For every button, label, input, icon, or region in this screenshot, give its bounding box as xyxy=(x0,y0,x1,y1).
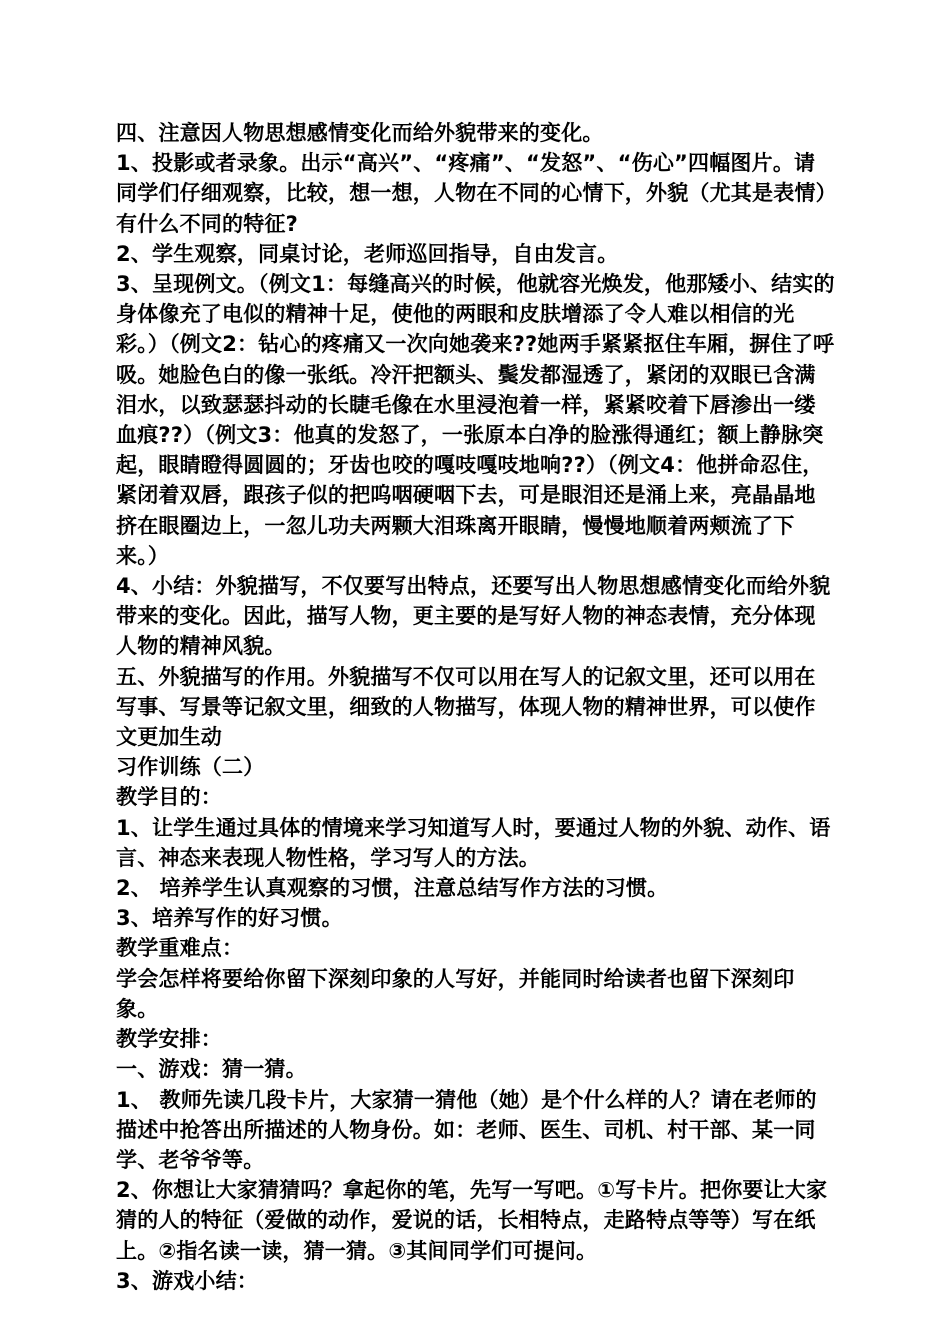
game-heading: 一、游戏：猜一猜。 xyxy=(116,1057,307,1082)
paragraph-step-1: 1、投影或者录象。出示“高兴”、“疼痛”、“发怒”、“伤心”四幅图片。请同学们仔细观察，比较，想一想，人物在不同的心情下，外貌（尤其是表情）有什么不同的特征? xyxy=(116,151,827,236)
section-heading-4: 四、注意因人物思想感情变化而给外貌带来的变化。 xyxy=(116,121,604,145)
lesson-title: 习作训练（二） xyxy=(116,755,265,780)
section-heading-5: 五、外貌描写的作用。外貌描写不仅可以用在写人的记叙文里，还可以用在写事、写景等记叙文里，细致的人物描写，体现人物的精神世界，可以使作文更加生动 xyxy=(116,664,816,750)
key-points-heading: 教学重难点： xyxy=(116,936,244,961)
objectives-heading: 教学目的： xyxy=(116,785,222,810)
paragraph-step-3-examples: 3、呈现例文。（例文1：每缝高兴的时候，他就容光焕发，他那矮小、结实的身体像充了电似的精神十足，使他的两眼和皮肤增添了令人难以相信的光彩。）（例文2：钻心的疼痛又一次向她袭来??她两手紧紧抠住车厢，摒住了呼吸。她脸色白的像一张纸。冷汗把额头、鬓发都湿透了，紧闭的双眼已含满泪水，以致瑟瑟抖动的长睫毛像在水里浸泡着一样，紧紧咬着下唇渗出一缕血痕??）（例文3：他真的发怒了，一张原本白净的脸涨得通红；额上静脉突起，眼睛瞪得圆圆的；牙齿也咬的嘎吱嘎吱地响??）（例文4：他拼命忍住，紧闭着双唇，跟孩子似的把呜咽硬咽下去，可是眼泪还是涌上来，亮晶晶地挤在眼圈边上，一忽儿功夫两颗大泪珠离开眼睛，慢慢地顺着两颊流了下来。） xyxy=(116,272,835,568)
paragraph-step-2: 2、学生观察，同桌讨论，老师巡回指导，自由发言。 xyxy=(116,241,619,266)
game-step-3: 3、游戏小结： xyxy=(116,1268,259,1293)
arrangement-heading: 教学安排： xyxy=(116,1027,222,1052)
key-points-text: 学会怎样将要给你留下深刻印象的人写好，并能同时给读者也留下深刻印象。 xyxy=(116,966,795,1021)
document-page xyxy=(116,118,836,1296)
objective-3: 3、培养写作的好习惯。 xyxy=(116,906,343,931)
game-step-2: 2、你想让大家猜猜吗？拿起你的笔，先写一写吧。①写卡片。把你要让大家猜的人的特征（爱做的动作，爱说的话，长相特点，走路特点等等）写在纸上。②指名读一读，猜一猜。③其间同学们可提问。 xyxy=(116,1178,828,1263)
objective-2: 2、 培养学生认真观察的习惯，注意总结写作方法的习惯。 xyxy=(116,876,669,901)
objective-1: 1、让学生通过具体的情境来学习知道写人时，要通过人物的外貌、动作、语言、神态来表现人物性格，学习写人的方法。 xyxy=(116,815,831,870)
paragraph-summary: 4、小结：外貌描写，不仅要写出特点，还要写出人物思想感情变化而给外貌带来的变化。因此，描写人物，更主要的是写好人物的神态表情，充分体现人物的精神风貌。 xyxy=(116,574,831,659)
game-step-1: 1、 教师先读几段卡片，大家猜一猜他（她）是个什么样的人？请在老师的描述中抢答出所描述的人物身份。如：老师、医生、司机、村干部、某一同学、老爷爷等。 xyxy=(116,1087,817,1172)
